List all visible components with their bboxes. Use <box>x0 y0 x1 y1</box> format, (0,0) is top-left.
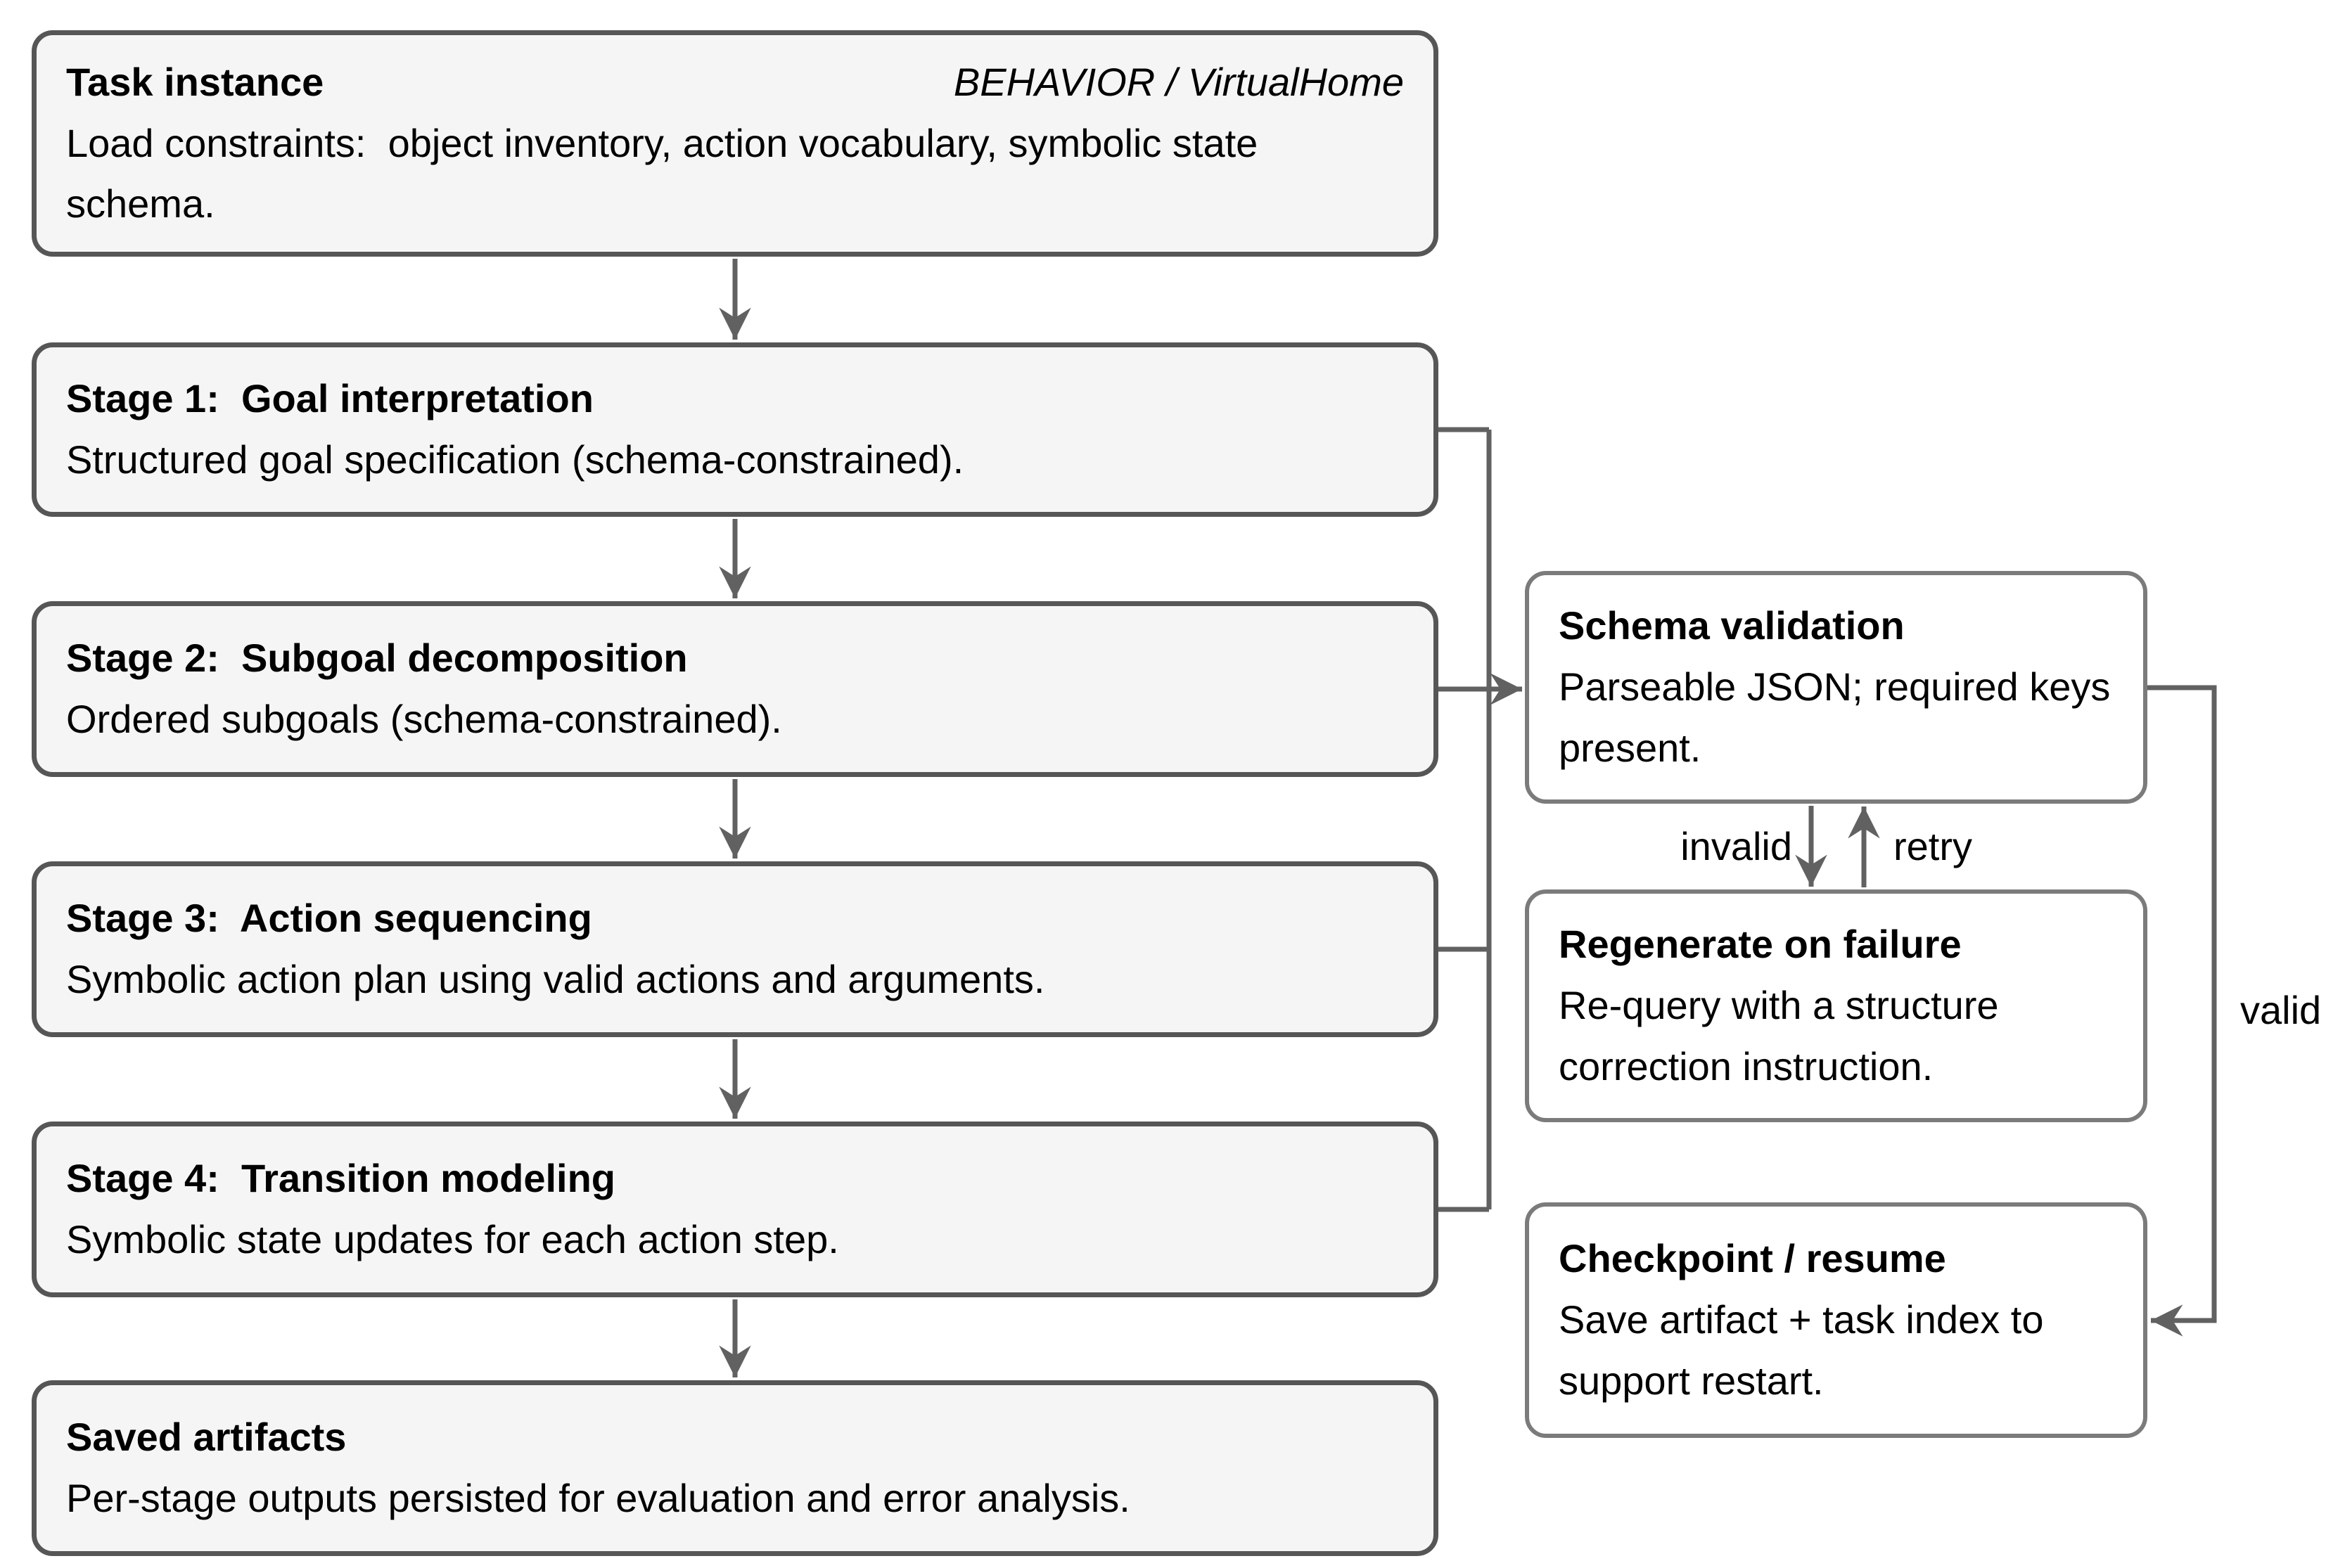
stage4-body: Symbolic state updates for each action step. <box>66 1217 839 1261</box>
stage2-title: Stage 2: Subgoal decomposition <box>66 636 688 681</box>
stage2-subgoal-decomposition-box <box>32 601 1438 777</box>
regenerate-on-failure-box <box>1525 889 2147 1122</box>
stage1-goal-interpretation-box <box>32 342 1438 517</box>
task-instance-title-row <box>66 52 1404 113</box>
saved-artifacts-box <box>32 1380 1438 1556</box>
retry-edge-label: retry <box>1893 824 1972 868</box>
stage1-body: Structured goal specification (schema-constrained). <box>66 437 964 482</box>
regenerate-body: Re-query with a structure correction instruction. <box>1559 983 2010 1088</box>
schema-validation-body: Parseable JSON; required keys present. <box>1559 664 2121 770</box>
stage4-transition-modeling-box <box>32 1122 1438 1297</box>
schema-validation-title: Schema validation <box>1559 603 1905 648</box>
saved-artifacts-title: Saved artifacts <box>66 1415 347 1460</box>
saved-artifacts-body: Per-stage outputs persisted for evaluation and error analysis. <box>66 1476 1130 1520</box>
checkpoint-body: Save artifact + task index to support restart. <box>1559 1297 2055 1403</box>
task-instance-body: Load constraints: object inventory, action vocabulary, symbolic state schema. <box>66 120 1269 226</box>
regenerate-title: Regenerate on failure <box>1559 922 1962 967</box>
checkpoint-resume-box <box>1525 1202 2147 1438</box>
checkpoint-title: Checkpoint / resume <box>1559 1236 1946 1281</box>
arrow-valid-to-checkpoint <box>2147 688 2214 1320</box>
schema-validation-box <box>1525 571 2147 804</box>
stage3-action-sequencing-box <box>32 861 1438 1037</box>
stage2-body: Ordered subgoals (schema-constrained). <box>66 697 782 741</box>
stage1-title: Stage 1: Goal interpretation <box>66 376 594 421</box>
task-instance-title: Task instance <box>66 59 324 104</box>
task-instance-box <box>32 30 1438 257</box>
invalid-edge-label: invalid <box>1680 824 1792 868</box>
task-instance-env-label: BEHAVIOR / VirtualHome <box>953 59 1404 104</box>
valid-edge-label: valid <box>2240 988 2322 1032</box>
stage3-title: Stage 3: Action sequencing <box>66 896 592 941</box>
stage4-title: Stage 4: Transition modeling <box>66 1156 615 1201</box>
stage3-body: Symbolic action plan using valid actions and arguments. <box>66 957 1045 1001</box>
